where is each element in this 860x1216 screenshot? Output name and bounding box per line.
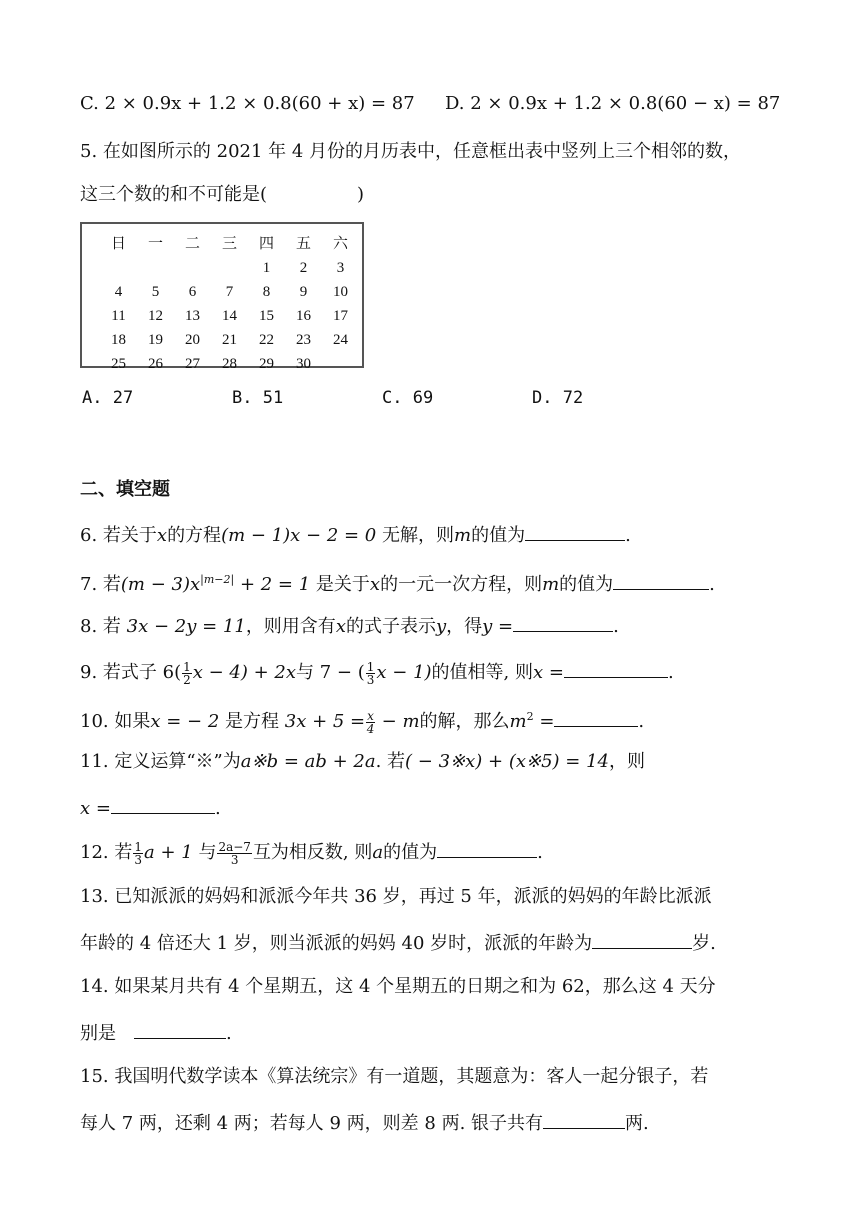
q8-text: 8. 若 (80, 616, 127, 637)
q12-text: 12. 若 (80, 842, 133, 863)
calendar-header-cell: 一 (147, 236, 163, 252)
q11-text: . 若 (375, 751, 406, 772)
q11-text: ，则 (609, 751, 645, 772)
calendar-day-cell: 14 (222, 308, 237, 324)
q10-var: m (509, 711, 527, 732)
question-7 (80, 568, 715, 597)
calendar-day-cell (137, 256, 174, 280)
calendar-day-cell: 5 (151, 284, 160, 300)
q11-end: . (214, 798, 221, 819)
calendar-day-cell: 11 (111, 308, 126, 324)
q7-text: 7. 若 (80, 574, 121, 595)
calendar-day-cell: 16 (296, 308, 311, 324)
calendar-table (80, 222, 364, 372)
q12-text: 互为相反数, 则 (252, 842, 373, 863)
q8-answer-blank[interactable] (513, 613, 613, 632)
q9-text: 的值相等, 则 (431, 662, 533, 683)
q10-text: = (533, 711, 555, 732)
q10-answer-blank[interactable] (554, 708, 638, 727)
calendar-day-cell: 27 (185, 356, 200, 372)
calendar-day-cell: 17 (333, 308, 348, 324)
q9-expr: x − 4) + 2x (192, 662, 297, 683)
q14-answer-blank[interactable] (134, 1020, 226, 1039)
q8-end: . (613, 616, 619, 637)
q5-text-line2: 这三个数的和不可能是( ) (80, 184, 365, 205)
q7-expr: (m − 3)x (120, 574, 201, 595)
question-6 (80, 522, 631, 548)
calendar-day-cell: 28 (222, 356, 237, 372)
q7-var: x (369, 574, 381, 595)
q8-text: ，则用含有 (245, 616, 336, 637)
calendar-day-cell: 13 (185, 308, 200, 324)
calendar-day-cell: 3 (336, 260, 345, 276)
q10-expr: − m (375, 711, 420, 732)
calendar-day-cell: 1 (262, 260, 271, 276)
q14-text: 别是 (80, 1023, 134, 1044)
q8-equation: 3x − 2y = 11 (126, 616, 246, 637)
q7-text: 的一元一次方程，则 (380, 574, 543, 595)
q10-fraction: $\frac{x}{4}$ (366, 708, 375, 736)
q9-answer-blank[interactable] (564, 659, 668, 678)
q12-fraction: $\frac{1}{3}$ (134, 839, 142, 867)
calendar-day-cell: 8 (262, 284, 271, 300)
q7-exponent: |m−2| (200, 573, 235, 586)
q15-text: 每人 7 两，还剩 4 两；若每人 9 两，则差 8 两. 银子共有 (80, 1113, 544, 1134)
calendar-grid (100, 232, 359, 376)
q8-text: 的式子表示 (345, 616, 436, 637)
q7-text: 是关于 (310, 574, 370, 595)
q12-text: 与 (192, 842, 217, 863)
calendar-day-cell (174, 256, 211, 280)
q10-text: 是方程 (219, 711, 285, 732)
q10-text: 10. 如果 (80, 711, 151, 732)
calendar-header-cell: 日 (110, 236, 126, 252)
q13-line1: 13. 已知派派的妈妈和派派今年共 36 岁，再过 5 年，派派的妈妈的年龄比派派 (80, 886, 712, 907)
q6-end: . (625, 525, 631, 546)
q8-var: x (335, 616, 346, 637)
calendar-day-cell: 26 (148, 356, 163, 372)
q7-expr: + 2 = 1 (234, 574, 311, 595)
calendar-day-cell: 2 (299, 260, 308, 276)
calendar-day-cell: 22 (259, 332, 274, 348)
calendar-day-cell (100, 256, 137, 280)
question-14-line2 (80, 1020, 232, 1046)
q6-text: 的值为 (471, 525, 526, 546)
calendar-header-cell: 五 (295, 236, 311, 252)
q14-end: . (226, 1023, 232, 1044)
q6-var: x (156, 525, 168, 546)
calendar-day-cell: 12 (148, 308, 163, 324)
q7-text: 的值为 (559, 574, 614, 595)
calendar-header-cell: 二 (184, 236, 200, 252)
q5-option-a: A. 27 (82, 388, 134, 408)
q8-text: ，得 (446, 616, 483, 637)
q6-text: 6. 若关于 (80, 525, 157, 546)
section-title: 二、填空题 (80, 479, 170, 500)
calendar-day-cell: 9 (299, 284, 308, 300)
q13-end: 岁. (692, 933, 716, 954)
question-12 (80, 839, 543, 866)
q8-var: y = (482, 616, 514, 637)
q7-end: . (709, 574, 715, 595)
q6-var: m (454, 525, 472, 546)
calendar-day-cell: 15 (259, 308, 274, 324)
calendar-day-cell: 30 (296, 356, 311, 372)
q4-option-c: C. 2 × 0.9x + 1.2 × 0.8(60 + x) = 87 (80, 93, 415, 114)
q9-text: 9. 若式子 6( (80, 662, 182, 683)
calendar-day-cell: 10 (333, 284, 348, 300)
q11-expr: ( − 3※x) + (x※5) = 14 (405, 751, 609, 772)
q15-answer-blank[interactable] (543, 1110, 625, 1129)
q9-var: x = (533, 662, 564, 683)
q4-option-d: D. 2 × 0.9x + 1.2 × 0.8(60 − x) = 87 (445, 93, 781, 114)
q6-equation: (m − 1)x − 2 = 0 (221, 525, 377, 546)
question-10 (80, 705, 644, 735)
calendar-header-cell: 六 (332, 236, 348, 252)
calendar-day-cell: 6 (188, 284, 197, 300)
q10-text: 的解，那么 (419, 711, 510, 732)
q7-answer-blank[interactable] (613, 571, 709, 590)
q11-answer-blank[interactable] (111, 795, 215, 814)
q10-exponent: 2 (526, 710, 534, 723)
q5-text-line1: 5. 在如图所示的 2021 年 4 月份的月历表中，任意框出表中竖列上三个相邻的数， (80, 141, 742, 162)
q6-answer-blank[interactable] (525, 522, 625, 541)
q12-text: 的值为 (383, 842, 438, 863)
calendar-day-cell: 20 (185, 332, 200, 348)
q8-var: y (435, 616, 447, 637)
q9-expr: x − 1) (376, 662, 432, 683)
q9-text: 与 7 − ( (296, 662, 365, 683)
calendar-day-cell: 24 (333, 332, 348, 348)
q13-text: 年龄的 4 倍还大 1 岁，则当派派的妈妈 40 岁时，派派的年龄为 (80, 933, 593, 954)
q7-var: m (542, 574, 560, 595)
q15-end: 两. (625, 1113, 649, 1134)
q15-line1: 15. 我国明代数学读本《算法统宗》有一道题，其题意为：客人一起分银子，若 (80, 1066, 709, 1087)
q5-option-b: B. 51 (232, 388, 284, 408)
calendar-day-cell: 18 (111, 332, 126, 348)
q11-var: x = (80, 798, 111, 819)
q9-fraction: $\frac{1}{2}$ (183, 659, 191, 687)
question-13-line2 (80, 930, 716, 956)
q13-answer-blank[interactable] (592, 930, 692, 949)
q11-expr: a※b = ab + 2a (240, 751, 376, 772)
question-15-line2 (80, 1110, 649, 1136)
calendar-day-cell: 23 (296, 332, 311, 348)
q12-var: a (372, 842, 384, 863)
question-11-line2 (80, 795, 221, 821)
q10-expr: 3x + 5 = (284, 711, 366, 732)
calendar-header-cell: 三 (221, 236, 237, 252)
q9-fraction: $\frac{1}{3}$ (366, 659, 375, 687)
calendar-day-cell: 4 (114, 284, 123, 300)
question-8 (80, 613, 619, 639)
q6-text: 的方程 (167, 525, 222, 546)
calendar-day-cell: 19 (148, 332, 163, 348)
q9-end: . (667, 662, 674, 683)
calendar-day-cell: 29 (259, 356, 274, 372)
question-11 (80, 750, 645, 774)
q14-line1: 14. 如果某月共有 4 个星期五，这 4 个星期五的日期之和为 62，那么这 4 天分 (80, 976, 716, 997)
q12-expr: a + 1 (144, 842, 193, 863)
calendar-header-cell: 四 (258, 236, 274, 252)
q11-text: 11. 定义运算“※”为 (80, 751, 241, 772)
q10-expr: x = − 2 (150, 711, 220, 732)
q12-fraction: $\frac{2a-7}{3}$ (218, 839, 251, 867)
q12-end: . (537, 842, 543, 863)
calendar-day-cell: 21 (222, 332, 237, 348)
q12-answer-blank[interactable] (437, 839, 537, 858)
question-9 (80, 659, 674, 686)
q5-option-c: C. 69 (382, 388, 434, 408)
calendar-day-cell: 25 (111, 356, 126, 372)
calendar-day-cell: 7 (225, 284, 234, 300)
q6-text: 无解，则 (376, 525, 454, 546)
q10-end: . (638, 711, 645, 732)
calendar-day-cell (211, 256, 248, 280)
q5-option-d: D. 72 (532, 388, 584, 408)
calendar-day-cell (322, 352, 359, 376)
